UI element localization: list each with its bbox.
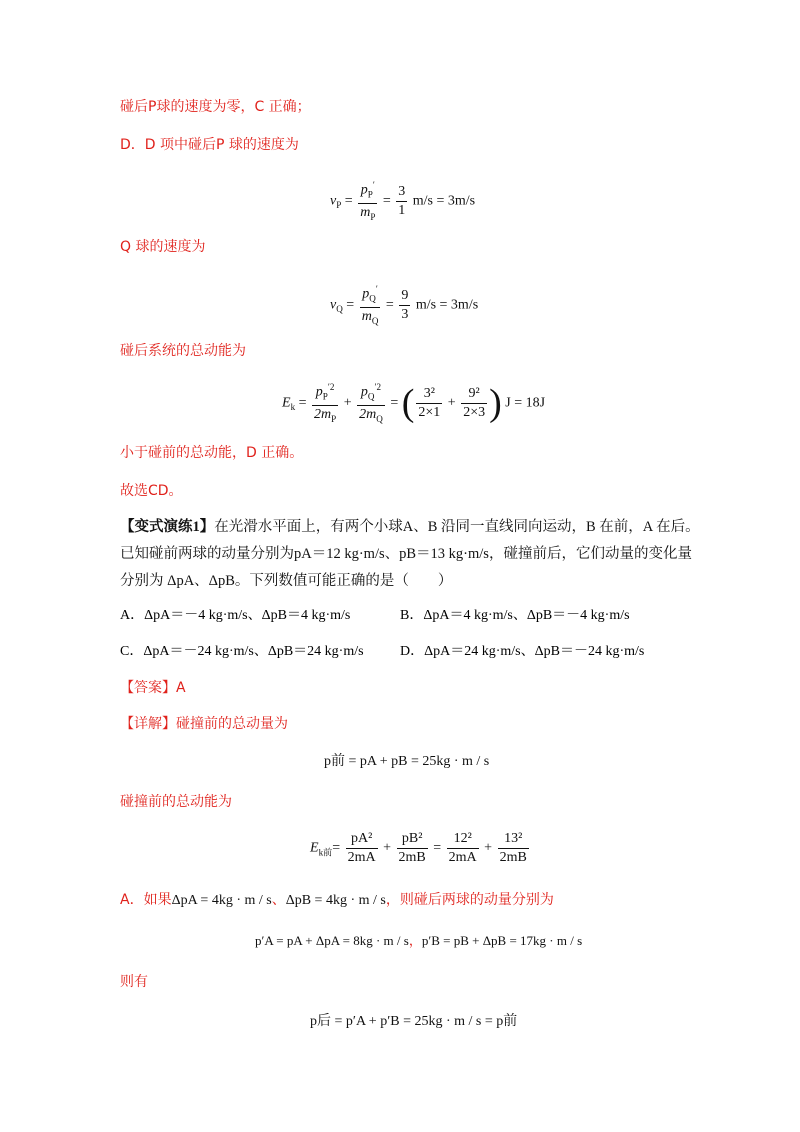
answer-line	[120, 678, 186, 698]
option-a: A．ΔpA＝－4 kg·m/s、ΔpB＝4 kg·m/s	[120, 608, 351, 623]
answer-label: 【答案】	[120, 680, 176, 696]
option-b: B．ΔpA＝4 kg·m/s、ΔpB＝－4 kg·m/s	[400, 608, 630, 623]
detail-line-a: A．如果ΔpA = 4kg · m / s、ΔpB = 4kg · m / s，则碰后两球的动量分别为	[120, 892, 554, 908]
option-d: D．ΔpA＝24 kg·m/s、ΔpB＝－24 kg·m/s	[400, 644, 645, 659]
solution-line-c: 碰后P球的速度为零，C 正确；	[120, 99, 311, 115]
detail-line-then: 则有	[120, 974, 148, 990]
solution-line-d: D．D 项中碰后P 球的速度为	[120, 137, 299, 153]
detail-line: 【详解】碰撞前的总动量为	[120, 716, 288, 732]
solution-line-ke: 碰后系统的总动能为	[120, 343, 246, 359]
equation-ek-before: $E_{k前}=$ $\frac{\text{pA²}}{2mA}$ + $\frac{\text{pB²}}{2mB}$ = $\frac{\text{12²}}{2mA}$ + $\frac{\text{13²}}{2mB}$	[310, 831, 527, 865]
equation-vq: $v_Q$ = $\frac{p_Q'}{m_Q}$ = $\frac{9}{3}$ m/s = 3m/s	[330, 280, 478, 330]
answer-value: A	[176, 680, 186, 696]
solution-line-less: 小于碰前的总动能，D 正确。	[120, 445, 304, 461]
exercise-line-2: 已知碰前两球的动量分别为pA＝12 kg·m/s、pB＝13 kg·m/s，碰撞前后，它们动量的变化量	[120, 546, 692, 562]
solution-line-q: Q 球的速度为	[120, 239, 206, 255]
detail-line-ke: 碰撞前的总动能为	[120, 794, 232, 810]
solution-line-choose: 故选CD。	[120, 483, 183, 499]
equation-total-after: p后 = p′A + p′B = 25kg · m / s = p前	[310, 1014, 518, 1029]
equation-p-before: p前 = pA + pB = 25kg · m / s	[324, 754, 490, 769]
option-c: C．ΔpA＝－24 kg·m/s、ΔpB＝24 kg·m/s	[120, 644, 364, 659]
equation-ek-after: $E_k$ = $\frac{p_P^{'2}}{2m_P}$ + $\frac{p_Q^{'2}}{2m_Q}$ = ( $\frac{\text{3²}}{2\times 1}$ + $\frac{\text{9²}}{2\times 3}$ ) J = 18J	[282, 378, 545, 428]
exercise-line-3: 分别为 ΔpA、ΔpB。下列数值可能正确的是（ ）	[120, 573, 453, 589]
equation-vp: $v_P$ = $\frac{p_P'}{m_P}$ = $\frac{3}{1}$ m/s = 3m/s	[330, 176, 475, 226]
equation-after-momenta: p′A = pA + ΔpA = 8kg · m / s，p′B = pB + ΔpB = 17kg · m / s	[255, 933, 583, 949]
detail-label: 【详解】	[120, 716, 176, 732]
exercise-line-1: 【变式演练1】在光滑水平面上，有两个小球A、B 沿同一直线同向运动，B 在前，A 在后。	[120, 519, 700, 535]
exercise-label: 【变式演练1】	[120, 519, 215, 535]
